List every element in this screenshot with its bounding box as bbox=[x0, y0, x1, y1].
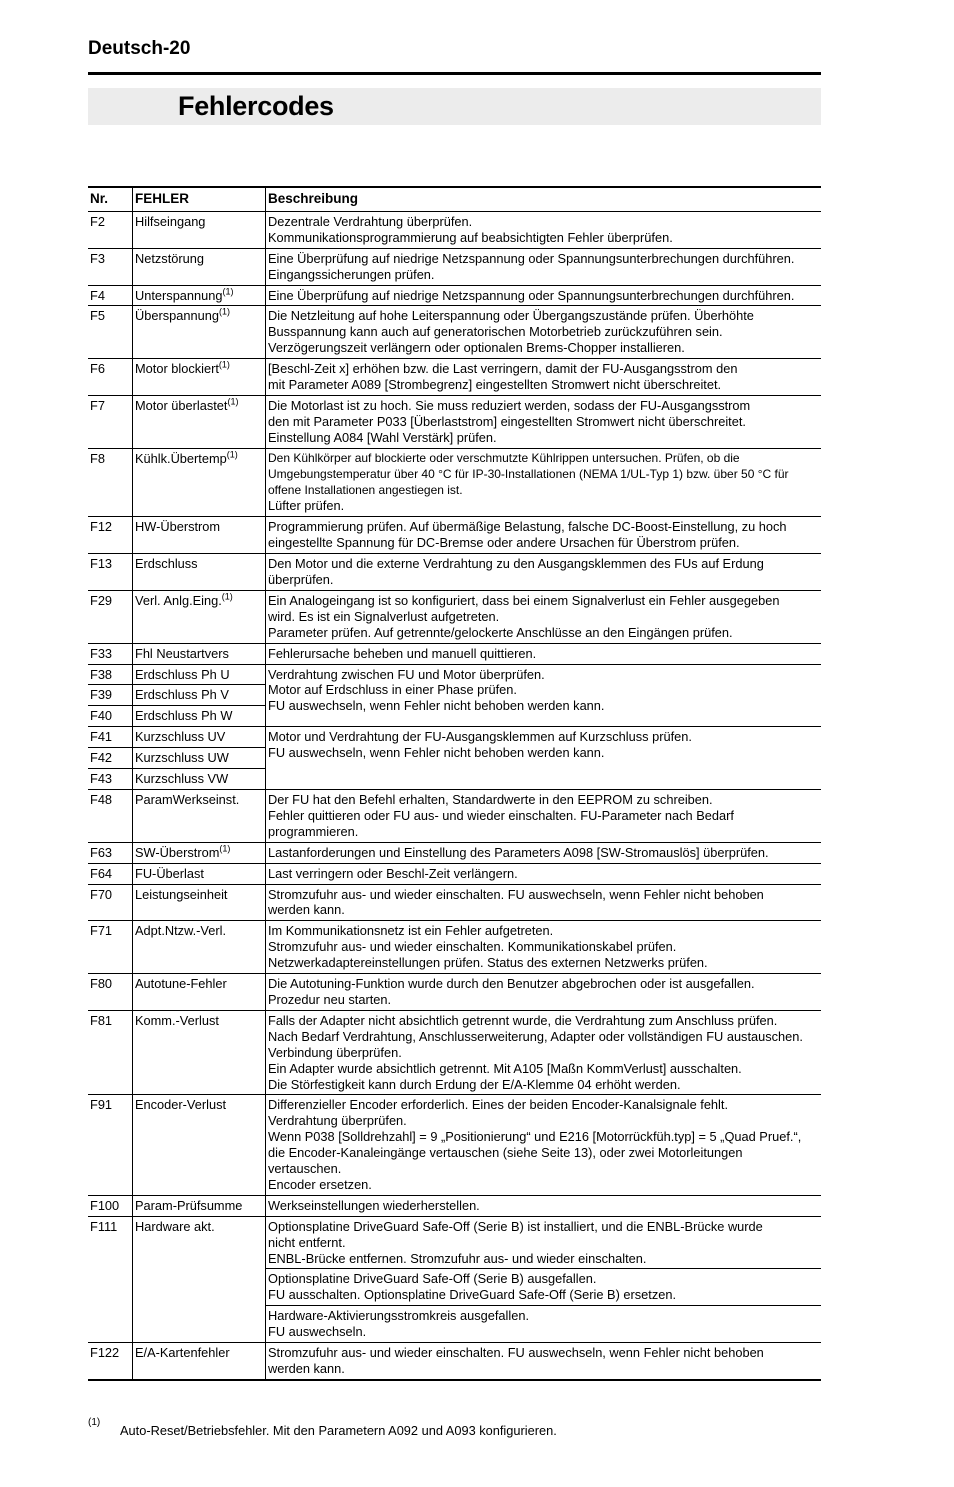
fault-name-cell bbox=[133, 664, 266, 685]
fault-name: Netzstörung bbox=[135, 250, 204, 266]
fault-name: Leistungseinheit bbox=[135, 886, 228, 902]
fault-number-cell: F100 bbox=[88, 1195, 133, 1216]
fault-number-cell: F48 bbox=[88, 790, 133, 843]
table-row bbox=[88, 1195, 821, 1216]
fault-name-cell bbox=[133, 748, 266, 769]
fault-description: Dezentrale Verdrahtung überprüfen. Kommunikationsprogrammierung auf beabsichtigten Fehler überprüfen. bbox=[268, 213, 673, 245]
fault-description: Falls der Adapter nicht absichtlich getrennt wurde, die Verdrahtung zum Anschluss prüfen. Nach Bedarf Verdrahtung, Anschlusserweiterung, Adapter oder vollständigen FU austauschen. Verbindung überprüfen. Ein Adapter wurde absichtlich getrennt. Mit A105 [Maßn KommVerlust] ausschalten. Die Störfestigkeit kann durch Erdung der E/A-Klemme 04 erhöht werden. bbox=[268, 1012, 803, 1092]
table-row bbox=[88, 664, 821, 685]
table-row bbox=[88, 211, 821, 248]
fault-number-cell: F29 bbox=[88, 590, 133, 643]
fault-description-cell bbox=[266, 306, 822, 359]
table-row bbox=[88, 727, 821, 748]
table-row bbox=[88, 790, 821, 843]
fault-description-cell bbox=[266, 517, 822, 554]
table-row bbox=[88, 395, 821, 448]
fault-name: Param-Prüfsumme bbox=[135, 1197, 243, 1213]
fault-name-cell bbox=[133, 395, 266, 448]
fault-name: HW-Überstrom bbox=[135, 519, 221, 535]
fault-name-cell bbox=[133, 706, 266, 727]
fault-name-cell bbox=[133, 790, 266, 843]
fault-name-cell bbox=[133, 1195, 266, 1216]
footnote-marker: (1) bbox=[88, 1417, 101, 1428]
table-row bbox=[88, 359, 821, 396]
fault-name: Kurzschluss VW bbox=[135, 771, 229, 787]
fault-name: ParamWerkseinst. bbox=[135, 792, 240, 807]
header-rule bbox=[88, 72, 821, 75]
fault-description: Der FU hat den Befehl erhalten, Standardwerte in den EEPROM zu schreiben. Fehler quittieren oder FU aus- und wieder einschalten. FU-Parameter nach Bedarf programmieren. bbox=[268, 792, 734, 839]
fault-description-cell bbox=[266, 974, 822, 1011]
fault-description: Den Motor und die externe Verdrahtung zu den Ausgangsklemmen des FUs auf Erdung überprüfen. bbox=[268, 556, 764, 588]
fault-name-cell bbox=[133, 643, 266, 664]
fault-name-cell bbox=[133, 285, 266, 306]
fault-name: SW-Überstrom bbox=[135, 844, 220, 860]
table-row bbox=[88, 590, 821, 643]
fault-number-cell: F43 bbox=[88, 769, 133, 790]
fault-number-cell: F91 bbox=[88, 1095, 133, 1195]
fault-number-cell: F7 bbox=[88, 395, 133, 448]
fault-number-cell: F33 bbox=[88, 643, 133, 664]
fault-description-cell bbox=[266, 359, 822, 396]
fault-name-cell bbox=[133, 590, 266, 643]
fault-number-cell: F4 bbox=[88, 285, 133, 306]
footnote-reference: (1) bbox=[219, 843, 231, 854]
fault-description-cell bbox=[266, 643, 822, 664]
fault-name: Kurzschluss UV bbox=[135, 729, 226, 745]
fault-name: Erdschluss bbox=[135, 556, 198, 572]
fault-number-cell: F38 bbox=[88, 664, 133, 685]
fault-name-cell bbox=[133, 842, 266, 863]
table-row bbox=[88, 1216, 821, 1269]
fault-name: Autotune-Fehler bbox=[135, 976, 227, 992]
fault-description: Optionsplatine DriveGuard Safe-Off (Serie B) ausgefallen. FU ausschalten. Optionsplatine DriveGuard Safe-Off (Serie B) ersetzen. bbox=[268, 1271, 677, 1303]
fault-code-table bbox=[88, 186, 821, 1381]
page-label: Deutsch-20 bbox=[88, 38, 191, 59]
fault-name-cell bbox=[133, 769, 266, 790]
fault-description: Lastanforderungen und Einstellung des Parameters A098 [SW-Stromauslös] überprüfen. bbox=[268, 844, 769, 860]
fault-number-cell: F40 bbox=[88, 706, 133, 727]
fault-name-cell bbox=[133, 974, 266, 1011]
fault-description: Hardware-Aktivierungsstromkreis ausgefallen. FU auswechseln. bbox=[268, 1308, 530, 1340]
fault-number-cell: F39 bbox=[88, 685, 133, 706]
fault-number-cell: F13 bbox=[88, 554, 133, 591]
table-header-row bbox=[88, 187, 821, 211]
fault-description-cell bbox=[266, 1306, 822, 1343]
fault-name: Kurzschluss UW bbox=[135, 750, 229, 766]
column-header-nr: Nr. bbox=[88, 187, 133, 211]
fault-description: Eine Überprüfung auf niedrige Netzspannung oder Spannungsunterbrechungen durchführen. Eingangssicherungen prüfen. bbox=[268, 250, 795, 282]
table-row bbox=[88, 517, 821, 554]
fault-name-cell bbox=[133, 359, 266, 396]
table-row bbox=[88, 643, 821, 664]
fault-number-cell: F12 bbox=[88, 517, 133, 554]
fault-description-cell bbox=[266, 285, 822, 306]
table-row bbox=[88, 448, 821, 517]
table-row bbox=[88, 921, 821, 974]
fault-description: Optionsplatine DriveGuard Safe-Off (Serie B) ist installiert, und die ENBL-Brücke wurde nicht entfernt. ENBL-Brücke entfernen. Stromzufuhr aus- und wieder einschalten. bbox=[268, 1218, 763, 1266]
fault-description-cell bbox=[266, 395, 822, 448]
fault-description: Programmierung prüfen. Auf übermäßige Belastung, falsche DC-Boost-Einstellung, zu hoch eingestellte Spannung für DC-Bremse oder andere Ursachen für Überstrom prüfen. bbox=[268, 519, 787, 551]
footnote-reference: (1) bbox=[221, 591, 233, 602]
table-row bbox=[88, 1343, 821, 1380]
table-row bbox=[88, 554, 821, 591]
fault-name: Hardware akt. bbox=[135, 1218, 215, 1234]
fault-name-cell bbox=[133, 248, 266, 285]
fault-name: Motor blockiert bbox=[135, 361, 219, 377]
fault-name: Überspannung bbox=[135, 308, 219, 324]
table-row bbox=[88, 842, 821, 863]
fault-number-cell: F81 bbox=[88, 1010, 133, 1095]
table-row bbox=[88, 285, 821, 306]
fault-name: Hilfseingang bbox=[135, 213, 206, 229]
fault-name: Fhl Neustartvers bbox=[135, 645, 229, 661]
fault-name-cell bbox=[133, 1095, 266, 1195]
fault-number-cell: F63 bbox=[88, 842, 133, 863]
fault-name: Kühlk.Übertemp bbox=[135, 450, 227, 466]
fault-name-cell bbox=[133, 921, 266, 974]
fault-description-cell bbox=[266, 554, 822, 591]
fault-number-cell: F3 bbox=[88, 248, 133, 285]
fault-description: Ein Analogeingang ist so konfiguriert, dass bei einem Signalverlust ein Fehler ausgegeben wird. Es ist ein Signalverlust aufgetreten. Parameter prüfen. Auf getrennte/gelockerte Anschlüsse an den Eingängen prüfen. bbox=[268, 592, 780, 640]
fault-name: Motor überlastet bbox=[135, 397, 228, 413]
fault-description-cell bbox=[266, 1269, 822, 1306]
fault-description: Motor und Verdrahtung der FU-Ausgangsklemmen auf Kurzschluss prüfen. FU auswechseln, wenn Fehler nicht behoben werden kann. bbox=[268, 729, 692, 761]
fault-description-cell bbox=[266, 211, 822, 248]
fault-name: Erdschluss Ph W bbox=[135, 708, 233, 724]
fault-name: Erdschluss Ph V bbox=[135, 687, 229, 703]
footnote-reference: (1) bbox=[222, 286, 234, 297]
fault-number-cell: F5 bbox=[88, 306, 133, 359]
table-row bbox=[88, 1010, 821, 1095]
fault-number-cell: F80 bbox=[88, 974, 133, 1011]
fault-name-cell bbox=[133, 211, 266, 248]
fault-description: Werkseinstellungen wiederherstellen. bbox=[268, 1197, 480, 1213]
fault-description: Stromzufuhr aus- und wieder einschalten. FU auswechseln, wenn Fehler nicht behoben werden kann. bbox=[268, 886, 764, 918]
table-row bbox=[88, 248, 821, 285]
fault-description-cell bbox=[266, 842, 822, 863]
fault-name-cell bbox=[133, 1343, 266, 1380]
page-title: Fehlercodes bbox=[178, 91, 334, 121]
table-row bbox=[88, 306, 821, 359]
fault-description: Verdrahtung zwischen FU und Motor überprüfen. Motor auf Erdschluss in einer Phase prüfen. FU auswechseln, wenn Fehler nicht behoben werden kann. bbox=[268, 666, 605, 714]
fault-name-cell bbox=[133, 1010, 266, 1095]
footnote-reference: (1) bbox=[227, 396, 239, 407]
fault-number-cell: F42 bbox=[88, 748, 133, 769]
fault-description: Differenzieller Encoder erforderlich. Eines der beiden Encoder-Kanalsignale fehlt. Verdrahtung überprüfen. Wenn P038 [Solldrehzahl] = 9 „Positionierung“ und E216 [Motorrückfüh.typ] = 5 „Quad Pruef.“, die Encoder-Kanaleingänge vertauschen (siehe Seite 13), oder zwei Motorleitungen vertauschen. Encoder ersetzen. bbox=[268, 1097, 802, 1192]
column-header-fehler: FEHLER bbox=[133, 187, 266, 211]
table-row bbox=[88, 863, 821, 884]
fault-description: Die Netzleitung auf hohe Leiterspannung oder Übergangszustände prüfen. Überhöhte Busspannung kann auch auf generatorischen Motorbetrieb zurückzuführen sein. Verzögerungszeit verlängern oder optionalen Brems-Chopper installieren. bbox=[268, 308, 754, 356]
fault-description-part: Lüfter prüfen. bbox=[268, 498, 345, 514]
fault-name-cell bbox=[133, 1216, 266, 1342]
fault-number-cell: F64 bbox=[88, 863, 133, 884]
footnote-text: Auto-Reset/Betriebsfehler. Mit den Parametern A092 und A093 konfigurieren. bbox=[120, 1423, 557, 1438]
fault-description-cell bbox=[266, 248, 822, 285]
fault-description: Die Autotuning-Funktion wurde durch den Benutzer abgebrochen oder ist ausgefallen. Prozedur neu starten. bbox=[268, 976, 755, 1007]
fault-name: E/A-Kartenfehler bbox=[135, 1345, 230, 1361]
fault-description: Fehlerursache beheben und manuell quittieren. bbox=[268, 645, 537, 661]
fault-description-cell bbox=[266, 1095, 822, 1195]
fault-name: Erdschluss Ph U bbox=[135, 666, 230, 682]
fault-description-cell bbox=[266, 921, 822, 974]
fault-number-cell: F6 bbox=[88, 359, 133, 396]
fault-name: FU-Überlast bbox=[135, 865, 204, 881]
fault-number-cell: F41 bbox=[88, 727, 133, 748]
fault-description-cell bbox=[266, 884, 822, 921]
fault-name-cell bbox=[133, 554, 266, 591]
fault-name: Komm.-Verlust bbox=[135, 1012, 219, 1028]
fault-description: Die Motorlast ist zu hoch. Sie muss reduziert werden, sodass der FU-Ausgangsstrom den mit Parameter P033 [Überlaststrom] eingestellten Stromwert nicht überschreitet. Einstellung A084 [Wahl Verstärk] prüfen. bbox=[268, 397, 751, 445]
column-header-beschreibung: Beschreibung bbox=[266, 187, 822, 211]
fault-name-cell bbox=[133, 884, 266, 921]
fault-description-cell bbox=[266, 863, 822, 884]
fault-name-cell bbox=[133, 448, 266, 517]
fault-number-cell: F8 bbox=[88, 448, 133, 517]
fault-name: Encoder-Verlust bbox=[135, 1097, 227, 1113]
fault-description-cell bbox=[266, 727, 822, 790]
fault-description-cell bbox=[266, 448, 822, 517]
table-row bbox=[88, 974, 821, 1011]
fault-number-cell: F111 bbox=[88, 1216, 133, 1342]
fault-description-cell bbox=[266, 790, 822, 843]
fault-description-cell bbox=[266, 1195, 822, 1216]
fault-description: Last verringern oder Beschl-Zeit verlängern. bbox=[268, 865, 518, 881]
fault-description: Stromzufuhr aus- und wieder einschalten. FU auswechseln, wenn Fehler nicht behoben werden kann. bbox=[268, 1345, 764, 1376]
fault-number-cell: F71 bbox=[88, 921, 133, 974]
fault-number-cell: F122 bbox=[88, 1343, 133, 1380]
fault-name-cell bbox=[133, 727, 266, 748]
fault-description-cell bbox=[266, 590, 822, 643]
fault-name-cell bbox=[133, 517, 266, 554]
fault-description-part: Den Kühlkörper auf blockierte oder verschmutzte Kühlrippen untersuchen. Prüfen, ob die Umgebungstemperatur über 40 °C für IP-30-Installationen (NEMA 1/UL-Typ 1) bzw. über 50 °C für offene Installationen angestiegen ist. bbox=[268, 450, 789, 497]
fault-number-cell: F2 bbox=[88, 211, 133, 248]
footnote-reference: (1) bbox=[218, 359, 230, 370]
fault-description-cell bbox=[266, 1343, 822, 1380]
fault-description-cell bbox=[266, 1216, 822, 1269]
fault-name: Unterspannung bbox=[135, 287, 223, 303]
fault-name-cell bbox=[133, 685, 266, 706]
fault-description: [Beschl-Zeit x] erhöhen bzw. die Last verringern, damit der FU-Ausgangsstrom den mit Parameter A089 [Strombegrenz] eingestellten Stromwert nicht überschreitet. bbox=[268, 361, 738, 393]
footnote-reference: (1) bbox=[218, 307, 230, 318]
footnote-reference: (1) bbox=[226, 449, 238, 460]
fault-number-cell: F70 bbox=[88, 884, 133, 921]
fault-description-cell bbox=[266, 664, 822, 727]
fault-name-cell bbox=[133, 306, 266, 359]
fault-name-cell bbox=[133, 863, 266, 884]
table-row bbox=[88, 884, 821, 921]
fault-description-cell bbox=[266, 1010, 822, 1095]
fault-description: Eine Überprüfung auf niedrige Netzspannung oder Spannungsunterbrechungen durchführen. bbox=[268, 287, 795, 303]
fault-name: Verl. Anlg.Eing. bbox=[135, 592, 222, 608]
fault-description: Im Kommunikationsnetz ist ein Fehler aufgetreten. Stromzufuhr aus- und wieder einschalten. Kommunikationskabel prüfen. Netzwerkadaptereinstellungen prüfen. Status des externen Netzwerks prüfen. bbox=[268, 923, 708, 971]
table-row bbox=[88, 1095, 821, 1195]
fault-name: Adpt.Ntzw.-Verl. bbox=[135, 923, 227, 939]
